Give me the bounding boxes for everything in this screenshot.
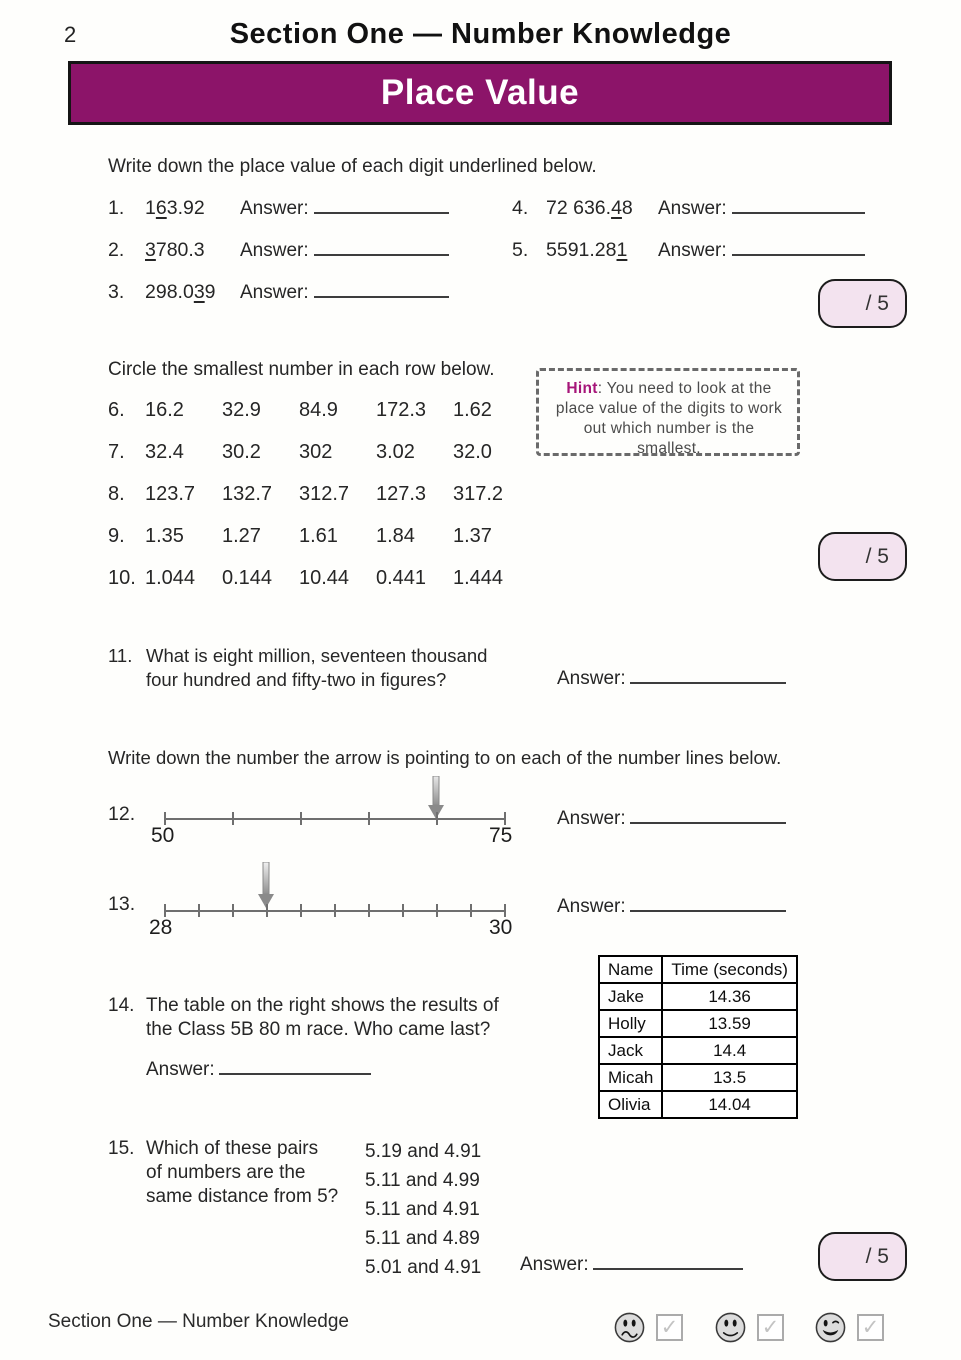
question-text: of numbers are the (146, 1162, 306, 1183)
neutral-face-icon (714, 1311, 747, 1344)
score-box-2[interactable] (818, 532, 907, 581)
candidate-number[interactable]: 0.441 (376, 567, 427, 589)
placevalue-instruction: Write down the place value of each digit underlined below. (108, 156, 597, 177)
answer-13 (557, 896, 786, 918)
runner-name: Jake (599, 983, 662, 1010)
question-number: 3. (108, 281, 125, 303)
underlined-digit: 3 (193, 281, 205, 303)
candidate-number[interactable]: 1.61 (299, 525, 338, 547)
candidate-number[interactable]: 172.3 (376, 399, 427, 421)
column-header-name: Name (599, 956, 662, 983)
question-number-13: 13. (108, 893, 136, 915)
score-box-3[interactable] (818, 1232, 907, 1281)
digits-post: 9 (204, 281, 216, 303)
race-results-table (598, 955, 798, 1119)
candidate-number[interactable]: 1.27 (222, 525, 261, 547)
answer-blank-13[interactable] (630, 897, 786, 912)
digits-pre: 5591.28 (546, 239, 617, 261)
row-number: 6. (108, 399, 125, 421)
candidate-number[interactable]: 132.7 (222, 483, 273, 505)
numberline-end-label: 75 (489, 824, 513, 847)
candidate-number[interactable]: 32.0 (453, 441, 492, 463)
hint-text: : You need to look at the place value of the digits to work out which number is the smallest. (555, 380, 783, 457)
runner-name: Jack (599, 1037, 662, 1064)
question-14 (108, 994, 499, 1042)
page-title: Place Value (380, 73, 580, 112)
question-number: 5. (512, 239, 529, 261)
answer-blank-14[interactable] (219, 1060, 371, 1075)
question-text: Which of these pairs (146, 1138, 319, 1159)
footer-section-title: Section One — Number Knowledge (48, 1311, 349, 1332)
pointer-arrow-13 (257, 862, 275, 909)
answer-label: Answer: (658, 240, 727, 261)
candidate-number[interactable]: 317.2 (453, 483, 504, 505)
pair-option[interactable]: 5.01 and 4.91 (365, 1257, 482, 1278)
answer-blank-4[interactable] (732, 199, 865, 214)
question-11 (108, 644, 487, 691)
answer-blank-3[interactable] (314, 283, 449, 298)
candidate-number[interactable]: 3.02 (376, 441, 415, 463)
happy-checkbox[interactable]: ✓ (857, 1314, 884, 1341)
question-5 (512, 239, 865, 262)
answer-14 (146, 1059, 371, 1081)
runner-time: 14.4 (662, 1037, 797, 1064)
candidate-number[interactable]: 127.3 (376, 483, 427, 505)
candidate-number[interactable]: 1.62 (453, 399, 492, 421)
digits-post: 780.3 (155, 239, 205, 261)
pair-option[interactable]: 5.11 and 4.91 (365, 1199, 480, 1220)
question-text: the Class 5B 80 m race. Who came last? (146, 1019, 491, 1040)
candidate-number[interactable]: 0.144 (222, 567, 273, 589)
candidate-number[interactable]: 1.37 (453, 525, 492, 547)
answer-12 (557, 808, 786, 830)
score-box-1[interactable] (818, 279, 907, 328)
table-header-row (599, 956, 797, 983)
runner-name: Olivia (599, 1091, 662, 1118)
hint-box (536, 368, 800, 456)
question-number: 4. (512, 197, 529, 219)
row-number: 8. (108, 483, 125, 505)
candidate-number[interactable]: 1.444 (453, 567, 504, 589)
section-header: Section One — Number Knowledge (229, 18, 732, 50)
smallest-instruction: Circle the smallest number in each row below. (108, 359, 495, 380)
answer-label: Answer: (557, 668, 626, 689)
underlined-digit: 6 (155, 197, 167, 219)
question-1 (108, 197, 449, 220)
question-text: same distance from 5? (146, 1186, 339, 1207)
answer-label: Answer: (240, 240, 309, 261)
candidate-number[interactable]: 16.2 (145, 399, 184, 421)
number-row-7 (108, 441, 530, 464)
number-row-8 (108, 483, 530, 506)
row-number: 7. (108, 441, 125, 463)
candidate-number[interactable]: 312.7 (299, 483, 350, 505)
runner-time: 14.36 (662, 983, 797, 1010)
runner-name: Holly (599, 1010, 662, 1037)
underlined-digit: 3 (145, 239, 156, 261)
question-3 (108, 281, 449, 304)
answer-blank-2[interactable] (314, 241, 449, 256)
column-header-time: Time (seconds) (662, 956, 797, 983)
question-number: 1. (108, 197, 125, 219)
candidate-number[interactable]: 32.4 (145, 441, 184, 463)
table-row (599, 1091, 797, 1118)
answer-label: Answer: (557, 808, 626, 829)
candidate-number[interactable]: 302 (299, 441, 333, 463)
table-row (599, 1064, 797, 1091)
neutral-checkbox[interactable]: ✓ (757, 1314, 784, 1341)
sad-checkbox[interactable]: ✓ (656, 1314, 683, 1341)
numberline-start-label: 50 (151, 824, 175, 847)
candidate-number[interactable]: 84.9 (299, 399, 338, 421)
runner-time: 13.59 (662, 1010, 797, 1037)
answer-15 (520, 1254, 743, 1276)
question-number-12: 12. (108, 803, 136, 825)
digits-pre: 72 636. (546, 197, 612, 219)
digits-post: 8 (621, 197, 633, 219)
question-number: 14. (108, 995, 135, 1016)
answer-11 (557, 668, 786, 690)
table-row (599, 1037, 797, 1064)
title-banner (68, 61, 892, 125)
digits-pre: 1 (145, 197, 156, 219)
row-number: 10. (108, 567, 136, 589)
number-line-13 (165, 910, 505, 912)
underlined-digit: 4 (611, 197, 622, 219)
answer-label: Answer: (520, 1254, 589, 1275)
answer-blank-15[interactable] (593, 1255, 743, 1270)
score-out-of: / 5 (865, 1244, 889, 1268)
page-number: 2 (64, 22, 77, 47)
digits-pre: 298.0 (145, 281, 194, 303)
question-number: 15. (108, 1138, 135, 1159)
numberlines-instruction: Write down the number the arrow is pointing to on each of the number lines below. (108, 747, 782, 768)
answer-label: Answer: (557, 896, 626, 917)
candidate-number[interactable]: 1.044 (145, 567, 196, 589)
table-row (599, 983, 797, 1010)
score-out-of: / 5 (865, 544, 889, 568)
sad-face-icon (613, 1311, 646, 1344)
happy-wink-face-icon (814, 1311, 847, 1344)
question-2 (108, 239, 449, 262)
numberline-start-label: 28 (149, 916, 173, 939)
pair-option[interactable]: 5.11 and 4.99 (365, 1170, 480, 1191)
answer-blank-5[interactable] (732, 241, 865, 256)
candidate-number[interactable]: 123.7 (145, 483, 196, 505)
row-number: 9. (108, 525, 125, 547)
question-number: 2. (108, 239, 125, 261)
underlined-digit: 1 (616, 239, 628, 261)
digits-post: 3.92 (166, 197, 205, 219)
answer-blank-1[interactable] (314, 199, 449, 214)
answer-blank-12[interactable] (630, 809, 786, 824)
answer-blank-11[interactable] (630, 669, 786, 684)
answer-label: Answer: (240, 282, 309, 303)
score-out-of: / 5 (865, 291, 889, 315)
number-row-10 (108, 567, 530, 590)
question-text: The table on the right shows the results of (146, 995, 499, 1016)
candidate-number[interactable]: 1.84 (376, 525, 415, 547)
candidate-number[interactable]: 30.2 (222, 441, 261, 463)
answer-label: Answer: (146, 1059, 215, 1080)
candidate-number[interactable]: 32.9 (222, 399, 261, 421)
question-number: 11. (108, 645, 133, 666)
pair-option[interactable]: 5.19 and 4.91 (365, 1141, 482, 1162)
table-row (599, 1010, 797, 1037)
candidate-number[interactable]: 1.35 (145, 525, 184, 547)
pair-option[interactable]: 5.11 and 4.89 (365, 1228, 480, 1249)
question-text: four hundred and fifty-two in figures? (146, 668, 447, 690)
runner-time: 14.04 (662, 1091, 797, 1118)
number-line-12 (165, 818, 505, 820)
answer-label: Answer: (658, 198, 727, 219)
candidate-number[interactable]: 10.44 (299, 567, 350, 589)
question-4 (512, 197, 865, 220)
runner-time: 13.5 (662, 1064, 797, 1091)
question-15-options (365, 1137, 481, 1282)
number-row-9 (108, 525, 530, 548)
hint-label: Hint (566, 380, 598, 397)
question-text: What is eight million, seventeen thousand (146, 645, 488, 666)
runner-name: Micah (599, 1064, 662, 1091)
numberline-end-label: 30 (489, 916, 513, 939)
number-row-6 (108, 399, 530, 422)
question-15 (108, 1137, 338, 1209)
answer-label: Answer: (240, 198, 309, 219)
